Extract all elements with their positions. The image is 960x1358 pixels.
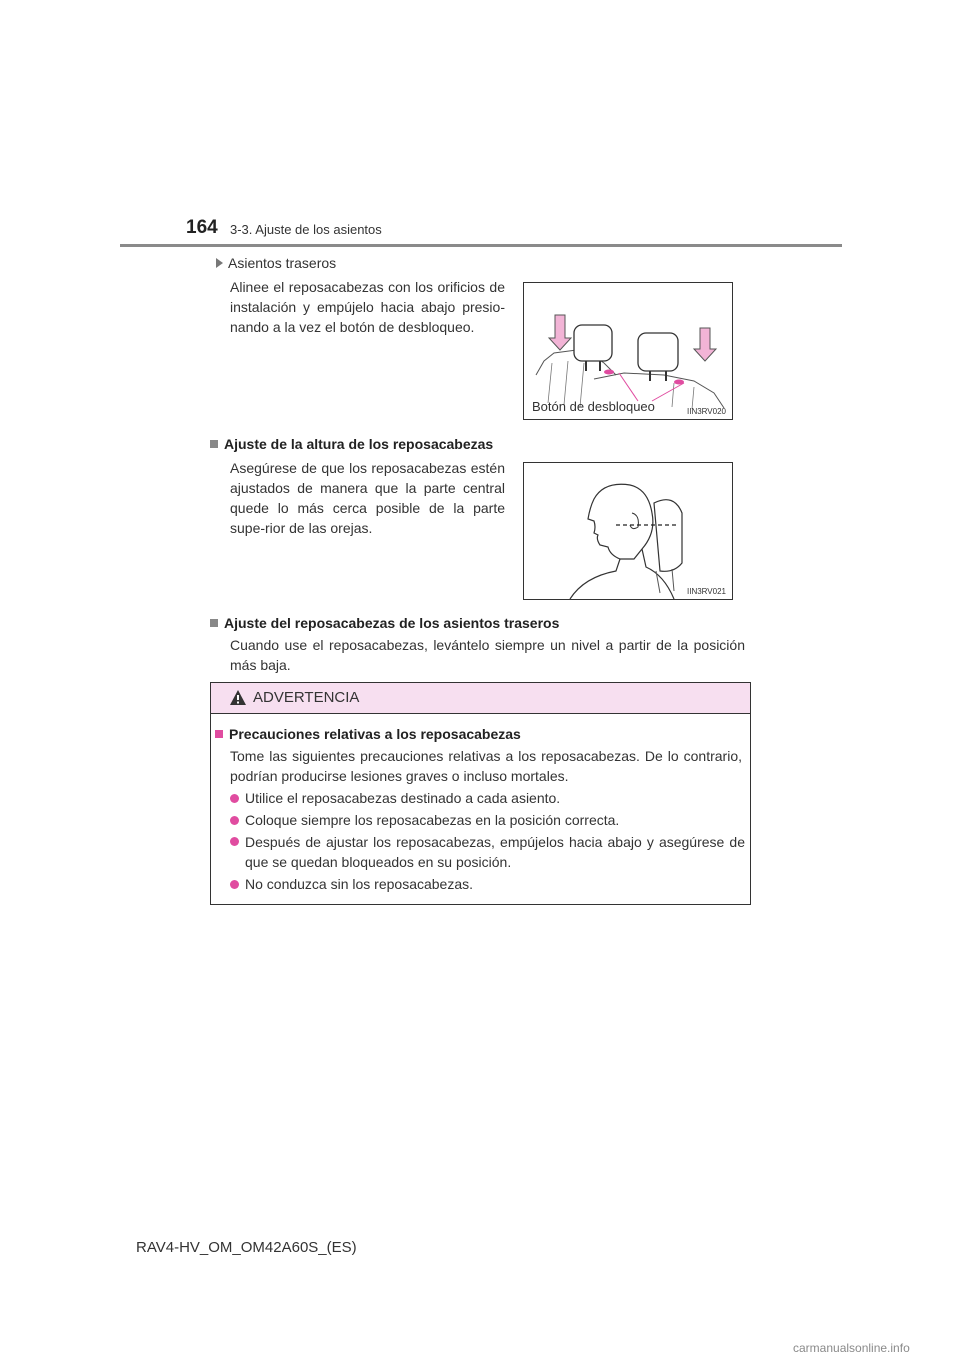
warning-item-text: Utilice el reposacabezas destinado a cada asiento. — [245, 790, 561, 806]
bullet-dot-icon — [230, 880, 239, 889]
rear-adjust-text: Cuando use el reposacabezas, levántelo siempre un nivel a partir de la posición más baja. — [230, 637, 745, 673]
warning-icon — [229, 689, 247, 706]
square-bullet-icon — [210, 619, 218, 627]
watermark: carmanualsonline.info — [793, 1341, 910, 1355]
square-bullet-icon — [210, 440, 218, 448]
warning-list-item — [230, 810, 742, 830]
warning-title: ADVERTENCIA — [253, 689, 360, 706]
page-number: 164 — [186, 217, 218, 238]
height-adjust-text: Asegúrese de que los reposacabezas estén ajustados de manera que la parte central quede lo más cerca posible de la parte supe-rior de las orejas. — [230, 460, 505, 536]
head-position-illustration — [524, 463, 732, 599]
section-title: 3-3. Ajuste de los asientos — [230, 222, 382, 237]
bullet-dot-icon — [230, 816, 239, 825]
rear-headrest-figure — [523, 282, 733, 420]
figure-code: IIN3RV021 — [687, 587, 726, 596]
rear-adjust-heading — [210, 615, 559, 631]
bullet-dot-icon — [230, 837, 239, 846]
release-button-label: Botón de desbloqueo — [532, 399, 655, 414]
triangle-bullet-icon — [216, 258, 223, 268]
warning-list-item — [230, 874, 742, 894]
warning-list-item — [230, 832, 745, 872]
head-position-figure — [523, 462, 733, 600]
warning-subheading-label: Precauciones relativas a los reposacabezas — [229, 726, 521, 742]
rear-seats-text: Alinee el reposacabezas con los orificios de instalación y empújelo hacia abajo presio-nando a la vez el botón de desbloqueo. — [230, 279, 505, 335]
height-adjust-heading — [210, 436, 493, 452]
bullet-dot-icon — [230, 794, 239, 803]
warning-item-text: Después de ajustar los reposacabezas, empújelos hacia abajo y asegúrese de que se quedan bloqueados en su posición. — [245, 834, 745, 870]
warning-subheading — [215, 726, 521, 742]
warning-item-text: No conduzca sin los reposacabezas. — [245, 876, 474, 892]
manual-code: RAV4-HV_OM_OM42A60S_(ES) — [136, 1239, 357, 1256]
height-adjust-heading-label: Ajuste de la altura de los reposacabezas — [224, 436, 494, 452]
rear-adjust-heading-label: Ajuste del reposacabezas de los asientos traseros — [224, 615, 560, 631]
warning-box — [210, 682, 751, 905]
square-bullet-icon — [215, 730, 223, 738]
header-divider — [120, 244, 842, 247]
warning-header — [211, 683, 750, 714]
warning-item-text: Coloque siempre los reposacabezas en la posición correcta. — [245, 812, 620, 828]
rear-seats-heading-label: Asientos traseros — [228, 255, 337, 271]
warning-intro: Tome las siguientes precauciones relativas a los reposacabezas. De lo contrario, podrían producirse lesiones graves o incluso mortales. — [230, 748, 742, 784]
warning-list-item — [230, 788, 742, 808]
figure-code: IIN3RV020 — [687, 407, 726, 416]
rear-seats-heading — [216, 255, 336, 271]
